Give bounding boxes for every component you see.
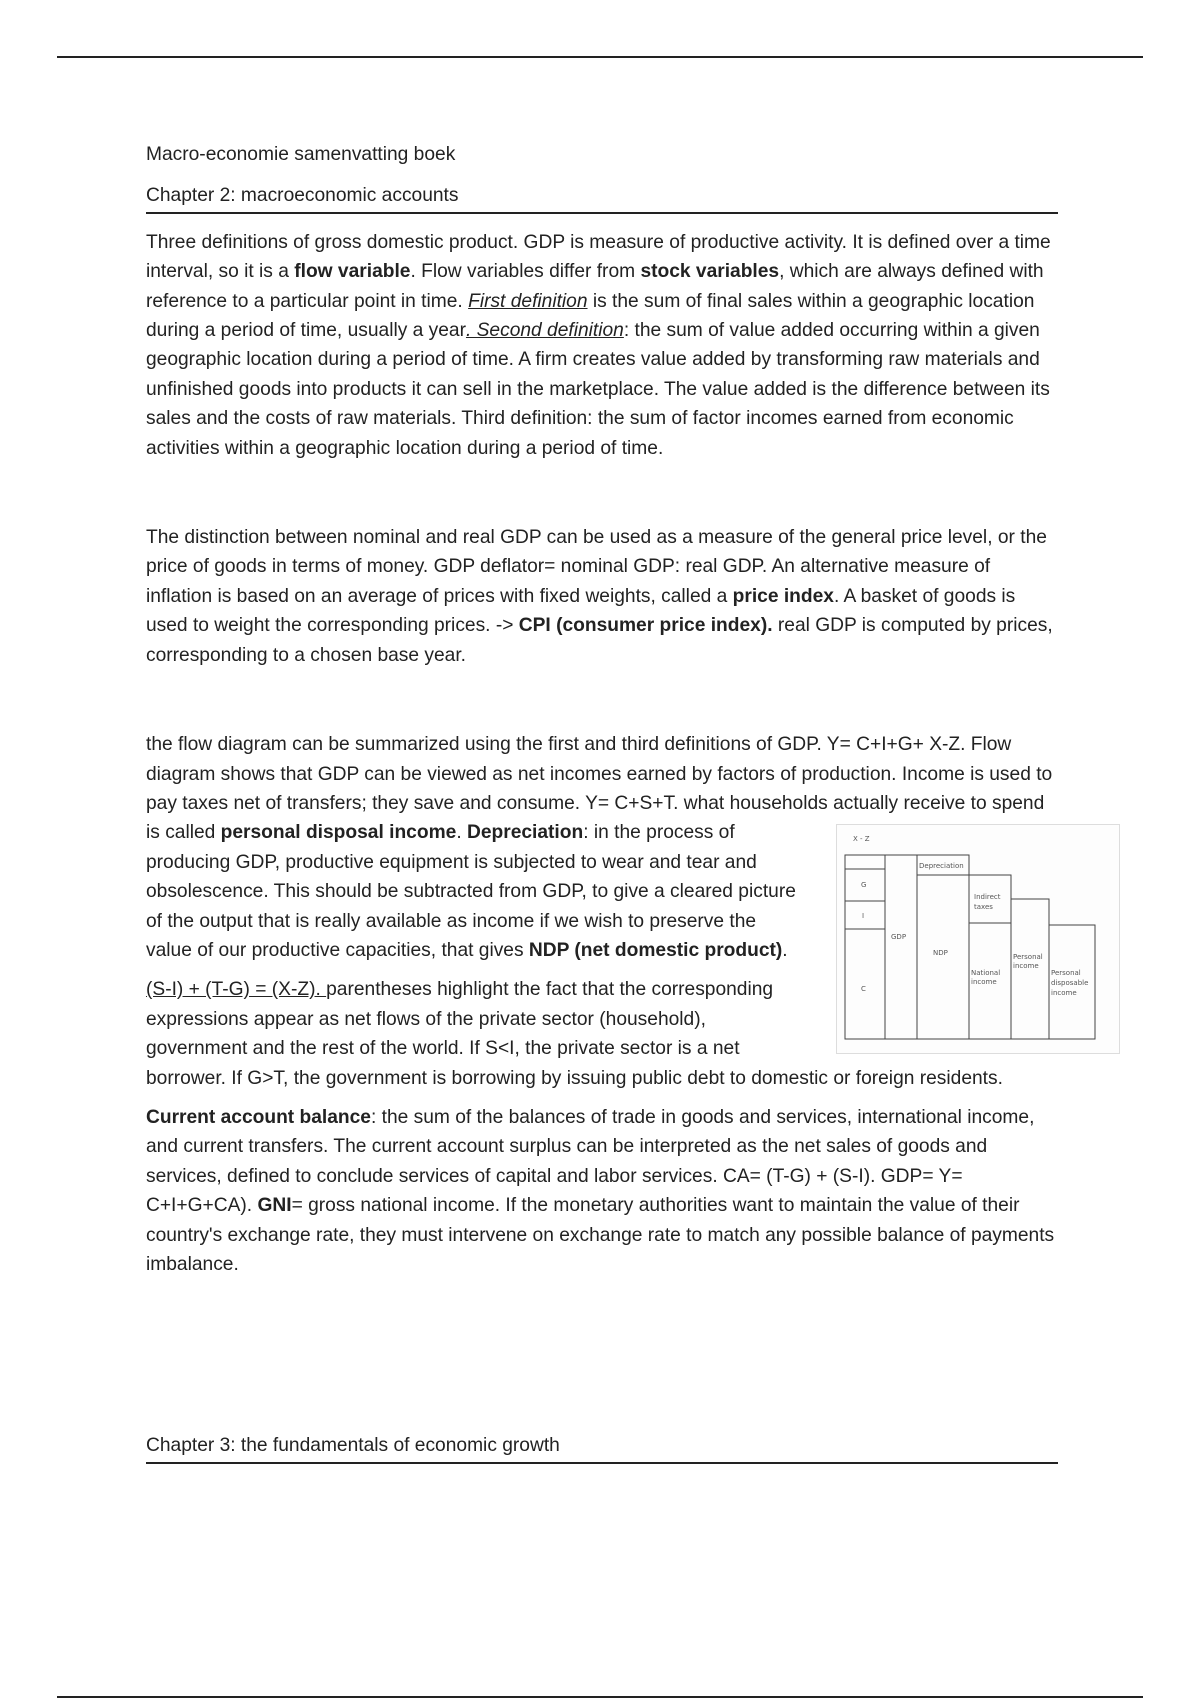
text: . <box>456 822 467 844</box>
text: the flow diagram can be summarized using the first and third definitions of GDP. Y= C+I+G+ X-Z. Flow diagram shows that GDP can be viewed as net incomes earned by factors of production. Income is used to pay taxes net of transfers; they save and consume. Y= C+S+T. what households actually receive to spend is called <box>146 734 1053 844</box>
text: The distinction between nominal and real GDP can be used as a measure of the general price level, or the price of goods in terms of money. GDP deflator= nominal GDP: real GDP. An alternative measure of inflation is based on an average of prices with fixed weights, called a <box>146 527 1047 607</box>
column-ndp <box>917 855 969 1039</box>
paragraph-current-account <box>146 1103 1058 1279</box>
text: : in the process of producing GDP, productive equipment is subjected to wear and tear and obsolescence. This should be subtracted from GDP, to give a cleared picture of the output that is really available as income if we wish to preserve the value of our productive capacities, that gives <box>146 822 796 961</box>
term-personal-disposal-income: personal disposal income <box>220 822 457 844</box>
text: : the sum of the balances of trade in goods and services, international income, and current transfers. The current account surplus can be interpreted as the net sales of goods and services, defined to conclude services of capital and labor services. CA= (T-G) + (S-I). GDP= Y= C+I+G+CA). <box>146 1106 1035 1217</box>
label-pdi-1: Personal <box>1051 969 1081 978</box>
bottom-rule <box>57 1696 1143 1698</box>
gdp-decomposition-figure <box>836 824 1120 1054</box>
term-current-account-balance: Current account balance <box>146 1106 371 1128</box>
label-gdp: GDP <box>891 933 907 942</box>
term-price-index: price index <box>732 585 834 607</box>
chapter-3-heading: Chapter 3: the fundamentals of economic growth <box>146 1431 1058 1463</box>
label-c: C <box>861 985 866 994</box>
paragraph-gdp-definitions <box>146 228 1058 463</box>
term-ndp: NDP (net domestic product) <box>528 939 783 961</box>
text: Three definitions of gross domestic product. GDP is measure of productive activity. It is defined over a time interval, so it is a <box>146 231 1051 283</box>
equation-sector-balances: (S-I) + (T-G) = (X-Z). <box>146 979 327 1001</box>
text: real GDP is computed by prices, corresponding to a chosen base year. <box>146 615 1053 666</box>
term-cpi: CPI (consumer price index). <box>518 615 773 637</box>
label-i: I <box>862 912 865 921</box>
label-indirect-taxes-2: taxes <box>974 903 993 912</box>
label-personal-income-1: Personal <box>1013 953 1043 962</box>
chapter-2-heading: Chapter 2: macroeconomic accounts <box>146 181 1058 213</box>
text: . Flow variables differ from <box>410 261 641 283</box>
term-stock-variables: stock variables <box>640 261 780 283</box>
document-body <box>146 140 1089 1464</box>
label-pdi-2: disposable <box>1051 979 1089 988</box>
top-rule <box>57 56 1143 58</box>
term-flow-variable: flow variable <box>294 261 411 283</box>
label-national-income-1: National <box>971 969 1001 978</box>
column-gdp <box>885 855 917 1039</box>
text: . A basket of goods is used to weight the corresponding prices. -> <box>146 585 1016 637</box>
label-xz: X - Z <box>853 835 870 844</box>
document-title: Macro-economie samenvatting boek <box>146 144 456 165</box>
term-depreciation: Depreciation <box>466 822 584 844</box>
term-gni: GNI <box>257 1195 292 1217</box>
text: . <box>782 939 788 961</box>
gdp-decomposition-diagram <box>837 825 1119 1053</box>
text: , which are always defined with reference to a particular point in time. <box>146 261 1044 312</box>
paragraph-nominal-real-gdp <box>146 523 1058 670</box>
label-depreciation: Depreciation <box>919 862 964 871</box>
label-indirect-taxes-1: Indirect <box>974 893 1001 902</box>
label-g: G <box>861 881 867 890</box>
text: = gross national income. If the monetary authorities want to maintain the value of their country's exchange rate, they must intervene on exchange rate to match any possible balance of payments imbalance. <box>146 1195 1055 1275</box>
text: parentheses highlight the fact that the corresponding expressions appear as net flows of the private sector (household), government and the rest of the world. If S<I, the private sector is a net borrower. If G>T, the government is borrowing by issuing public debt to domestic or foreign residents. <box>146 979 1003 1089</box>
label-pdi-3: income <box>1051 989 1077 998</box>
label-national-income-2: income <box>971 978 997 987</box>
label-ndp: NDP <box>933 949 948 958</box>
label-personal-income-2: income <box>1013 962 1039 971</box>
text: : the sum of value added occurring within a given geographic location during a period of time. A firm creates value added by transforming raw materials and unfinished goods into products it can sell in the marketplace. The value added is the difference between its sales and the costs of raw materials. Third definition: the sum of factor incomes earned from economic activities within a geographic location during a period of time. <box>146 320 1050 459</box>
text: is the sum of final sales within a geographic location during a period of time, usually a year <box>146 290 1035 342</box>
term-second-definition: . Second definition <box>465 320 624 342</box>
term-first-definition: First definition <box>468 290 588 312</box>
